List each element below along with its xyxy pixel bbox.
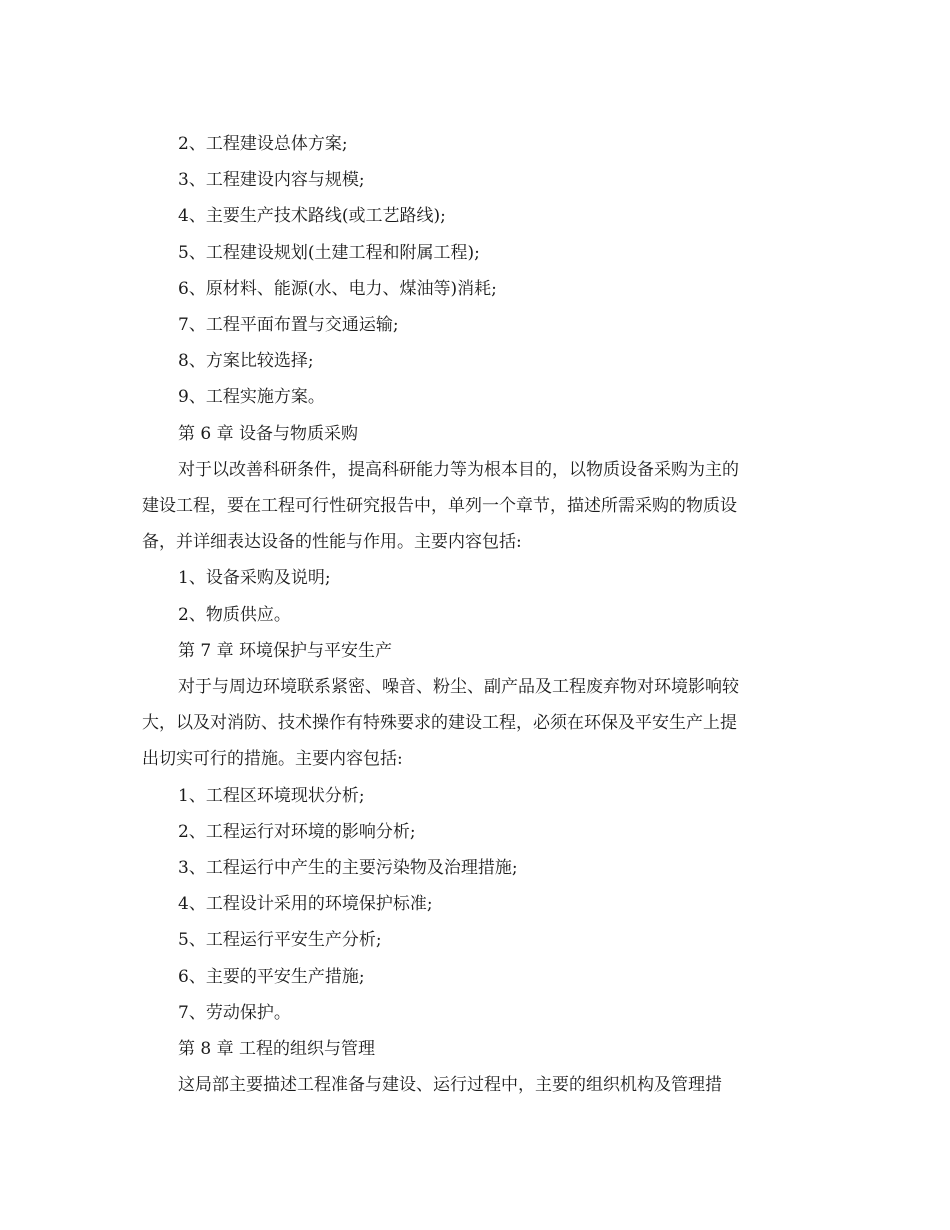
chapter-6-paragraph-line: 对于以改善科研条件，提高科研能力等为根本目的，以物质设备采购为主的: [178, 460, 739, 480]
chapter-8-paragraph-line: 这局部主要描述工程准备与建设、运行过程中，主要的组织机构及管理措: [178, 1075, 722, 1095]
list-item: 6、原材料、能源(水、电力、煤油等)消耗;: [178, 279, 497, 299]
list-item: 2、物质供应。: [178, 605, 291, 625]
list-item: 6、主要的平安生产措施;: [178, 967, 365, 987]
chapter-7-paragraph-line: 出切实可行的措施。主要内容包括:: [142, 749, 403, 769]
list-item: 4、主要生产技术路线(或工艺路线);: [178, 206, 446, 226]
chapter-6-paragraph-line: 备，并详细表达设备的性能与作用。主要内容包括:: [142, 532, 522, 552]
list-item: 4、工程设计采用的环境保护标准;: [178, 894, 433, 914]
chapter-7-paragraph-line: 大，以及对消防、技术操作有特殊要求的建设工程，必须在环保及平安生产上提: [142, 713, 737, 733]
chapter-7-paragraph-line: 对于与周边环境联系紧密、噪音、粉尘、副产品及工程废弃物对环境影响较: [178, 677, 739, 697]
list-item: 1、工程区环境现状分析;: [178, 786, 365, 806]
list-item: 3、工程建设内容与规模;: [178, 170, 365, 190]
list-item: 2、工程运行对环境的影响分析;: [178, 822, 416, 842]
chapter-7-heading: 第 7 章 环境保护与平安生产: [178, 641, 393, 661]
list-item: 9、工程实施方案。: [178, 387, 325, 407]
list-item: 2、工程建设总体方案;: [178, 134, 348, 154]
chapter-8-heading: 第 8 章 工程的组织与管理: [178, 1039, 376, 1059]
list-item: 3、工程运行中产生的主要污染物及治理措施;: [178, 858, 518, 878]
list-item: 5、工程建设规划(土建工程和附属工程);: [178, 243, 480, 263]
list-item: 7、劳动保护。: [178, 1003, 291, 1023]
list-item: 1、设备采购及说明;: [178, 568, 331, 588]
chapter-6-heading: 第 6 章 设备与物质采购: [178, 424, 359, 444]
list-item: 7、工程平面布置与交通运输;: [178, 315, 399, 335]
list-item: 8、方案比较选择;: [178, 351, 314, 371]
chapter-6-paragraph-line: 建设工程，要在工程可行性研究报告中，单列一个章节，描述所需采购的物质设: [142, 496, 737, 516]
list-item: 5、工程运行平安生产分析;: [178, 930, 382, 950]
